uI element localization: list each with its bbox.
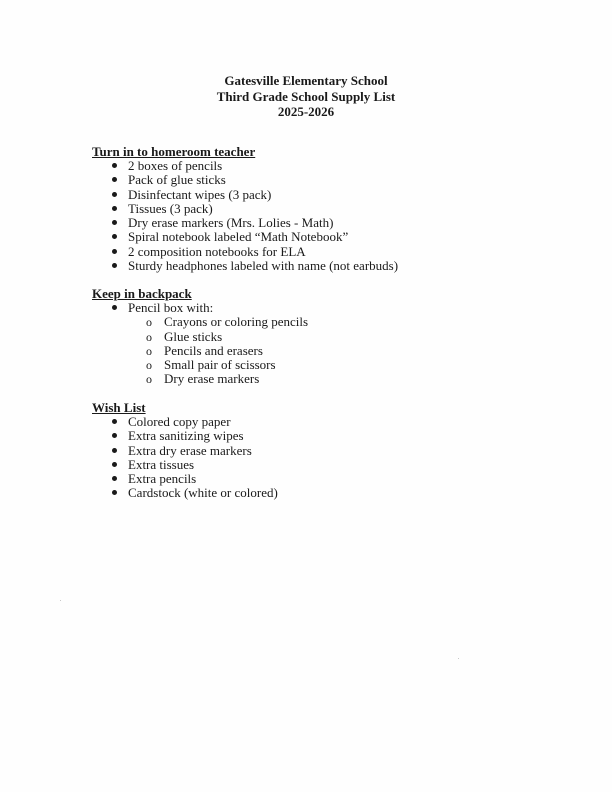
sub-list-item	[92, 344, 572, 358]
bullet-icon	[112, 249, 117, 254]
school-year: 2025-2026	[277, 104, 335, 119]
sub-list-item	[92, 315, 572, 329]
homeroom-list	[92, 159, 572, 273]
sub-bullet-icon: o	[146, 343, 152, 358]
bullet-icon	[112, 490, 117, 495]
list-item-text: Pencil box with:	[128, 300, 214, 315]
document-header	[0, 73, 612, 120]
list-item-text: Extra sanitizing wipes	[128, 428, 244, 444]
list-item	[92, 415, 572, 429]
sub-bullet-icon: o	[146, 315, 152, 330]
bullet-icon	[112, 206, 117, 211]
list-item-text: Tissues (3 pack)	[128, 200, 213, 216]
list-item-text: 2 composition notebooks for ELA	[128, 243, 306, 259]
list-item	[92, 245, 572, 259]
list-item	[92, 259, 572, 273]
bullet-icon	[112, 448, 117, 453]
pencil-box-sublist	[92, 315, 572, 386]
sub-bullet-icon: o	[146, 329, 152, 344]
list-item	[92, 472, 572, 486]
sub-bullet-icon: o	[146, 372, 152, 387]
list-item	[92, 429, 572, 443]
list-item	[92, 444, 572, 458]
sub-list-item-text: Crayons or coloring pencils	[164, 314, 309, 330]
list-item	[92, 458, 572, 472]
wishlist-list	[92, 415, 572, 501]
list-item-text: Colored copy paper	[128, 414, 231, 429]
section-homeroom	[92, 144, 572, 273]
list-item-text: Extra tissues	[128, 456, 195, 472]
list-item-text: Disinfectant wipes (3 pack)	[128, 186, 272, 202]
list-item-text: Extra pencils	[128, 471, 197, 487]
section-title-wishlist: Wish List	[92, 400, 146, 415]
bullet-icon	[112, 419, 117, 424]
list-item	[92, 216, 572, 230]
sub-list-item-text: Small pair of scissors	[164, 357, 276, 373]
bullet-icon	[112, 234, 117, 239]
section-wishlist	[92, 400, 572, 501]
sub-list-item-text: Glue sticks	[164, 328, 223, 344]
list-item	[92, 301, 572, 315]
bullet-icon	[112, 263, 117, 268]
bullet-icon	[112, 476, 117, 481]
list-item	[92, 202, 572, 216]
list-item-text: Cardstock (white or colored)	[128, 485, 278, 501]
list-item-text: Spiral notebook labeled “Math Notebook”	[128, 229, 349, 245]
sub-list-item-text: Dry erase markers	[164, 371, 260, 387]
bullet-icon	[112, 220, 117, 225]
scan-speck	[458, 658, 459, 659]
sub-list-item	[92, 358, 572, 372]
bullet-icon	[112, 192, 117, 197]
backpack-list	[92, 301, 572, 315]
sub-list-item	[92, 372, 572, 386]
list-item	[92, 230, 572, 244]
list-item-text: Pack of glue sticks	[128, 172, 226, 188]
sub-bullet-icon: o	[146, 358, 152, 373]
sub-list-item-text: Pencils and erasers	[164, 342, 263, 358]
sub-list-item	[92, 330, 572, 344]
list-title: Third Grade School Supply List	[216, 88, 396, 104]
bullet-icon	[112, 433, 117, 438]
bullet-icon	[112, 305, 117, 310]
list-item	[92, 486, 572, 500]
school-name: Gatesville Elementary School	[224, 73, 388, 88]
bullet-icon	[112, 462, 117, 467]
bullet-icon	[112, 163, 117, 168]
list-item	[92, 173, 572, 187]
list-item	[92, 188, 572, 202]
section-title-backpack: Keep in backpack	[92, 286, 192, 301]
list-item-text: 2 boxes of pencils	[128, 158, 223, 173]
list-item-text: Sturdy headphones labeled with name (not earbuds)	[128, 258, 399, 274]
section-title-homeroom: Turn in to homeroom teacher	[92, 144, 256, 159]
list-item-text: Dry erase markers (Mrs. Lolies - Math)	[128, 215, 334, 231]
list-item	[92, 159, 572, 173]
scan-speck	[60, 600, 61, 601]
section-backpack	[92, 286, 572, 387]
bullet-icon	[112, 177, 117, 182]
list-item-text: Extra dry erase markers	[128, 442, 252, 458]
